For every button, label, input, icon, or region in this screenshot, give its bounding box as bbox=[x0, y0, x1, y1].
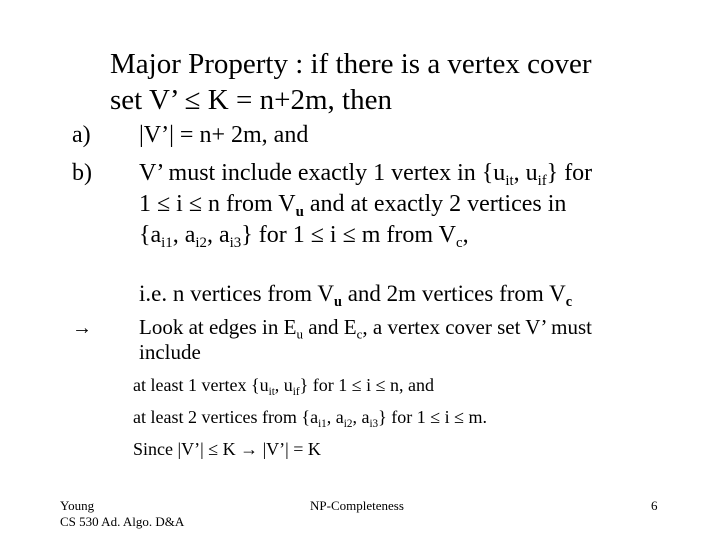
footer-text: NP-Completeness bbox=[310, 498, 404, 513]
subscript: i3 bbox=[229, 235, 242, 252]
footer-text: Young bbox=[60, 498, 95, 513]
item-b-text: V’ must include exactly 1 vertex in {u bbox=[139, 160, 506, 186]
implies-text: Look at edges in E bbox=[139, 315, 297, 339]
slide-title-line-1 bbox=[110, 46, 592, 82]
item-b-text: } for 1 ≤ i ≤ m from V bbox=[241, 222, 456, 248]
footer-text: CS 530 Ad. Algo. D&A bbox=[60, 514, 185, 529]
arrow-glyph: → bbox=[72, 317, 92, 339]
title-text-2: set V’ ≤ K = n+2m, then bbox=[110, 84, 392, 116]
implies-text: include bbox=[139, 340, 201, 364]
list-item-b-line-1 bbox=[139, 158, 592, 189]
implies-line-2 bbox=[139, 339, 201, 365]
ie-text: and 2m vertices from V bbox=[341, 281, 566, 306]
subscript: i2 bbox=[343, 417, 353, 430]
list-item-a-text bbox=[139, 120, 308, 151]
item-a-text: |V’| = n+ 2m, and bbox=[139, 122, 309, 148]
ie-line bbox=[139, 279, 572, 308]
small-text: at least 1 vertex {u bbox=[133, 375, 269, 395]
small-line-1 bbox=[133, 373, 434, 397]
list-item-b bbox=[72, 158, 92, 189]
list-item-b-line-3 bbox=[139, 220, 469, 251]
subscript: i1 bbox=[161, 235, 173, 252]
small-line-2 bbox=[133, 405, 487, 429]
footer-topic bbox=[310, 498, 404, 514]
item-b-text: , bbox=[462, 222, 469, 248]
subscript: c bbox=[565, 293, 573, 310]
subscript: i2 bbox=[195, 235, 207, 252]
item-b-text: {a bbox=[139, 222, 162, 248]
subscript: if bbox=[292, 385, 300, 398]
implies-text: , a vertex cover set V’ must bbox=[362, 315, 592, 339]
subscript: it bbox=[505, 173, 514, 190]
small-text: } for 1 ≤ i ≤ n, and bbox=[299, 375, 435, 395]
small-text: , u bbox=[274, 375, 293, 395]
item-b-text: } for bbox=[546, 160, 593, 186]
subscript: i1 bbox=[318, 417, 327, 430]
item-b-text: 1 ≤ i ≤ n from V bbox=[139, 191, 296, 217]
subscript: if bbox=[537, 173, 547, 190]
list-item-b-line-2 bbox=[139, 189, 566, 220]
small-text: |V’| = K bbox=[258, 439, 321, 459]
page-number bbox=[651, 498, 658, 514]
footer-course bbox=[60, 514, 184, 530]
footer-author bbox=[60, 498, 94, 514]
subscript: u bbox=[295, 204, 304, 221]
list-marker-a: a) bbox=[72, 122, 91, 148]
small-text: at least 2 vertices from {a bbox=[133, 407, 319, 427]
slide-title-line-2 bbox=[110, 82, 392, 118]
small-text: , a bbox=[326, 407, 344, 427]
item-b-text: , u bbox=[513, 160, 538, 186]
item-b-text: , a bbox=[172, 222, 196, 248]
list-item-a bbox=[72, 120, 91, 151]
implies-text: and E bbox=[302, 315, 357, 339]
subscript: i3 bbox=[369, 417, 379, 430]
subscript: u bbox=[334, 293, 342, 310]
footer-text: 6 bbox=[651, 498, 658, 513]
item-b-text: , a bbox=[206, 222, 230, 248]
small-line-3 bbox=[133, 437, 321, 461]
small-text: Since |V’| ≤ K bbox=[133, 439, 241, 459]
subscript: it bbox=[268, 385, 275, 398]
small-text: } for 1 ≤ i ≤ m. bbox=[378, 407, 488, 427]
implies-arrow-icon bbox=[72, 316, 92, 340]
small-text: , a bbox=[352, 407, 370, 427]
subscript: c bbox=[356, 326, 363, 342]
implies-line-1 bbox=[139, 314, 592, 340]
subscript: c bbox=[455, 235, 463, 252]
list-marker-b: b) bbox=[72, 160, 92, 186]
ie-text: i.e. n vertices from V bbox=[139, 281, 335, 306]
arrow-right-icon: → bbox=[240, 439, 259, 459]
subscript: u bbox=[296, 326, 303, 342]
title-text-1: Major Property : if there is a vertex cover bbox=[110, 48, 592, 80]
item-b-text: and at exactly 2 vertices in bbox=[303, 191, 567, 217]
